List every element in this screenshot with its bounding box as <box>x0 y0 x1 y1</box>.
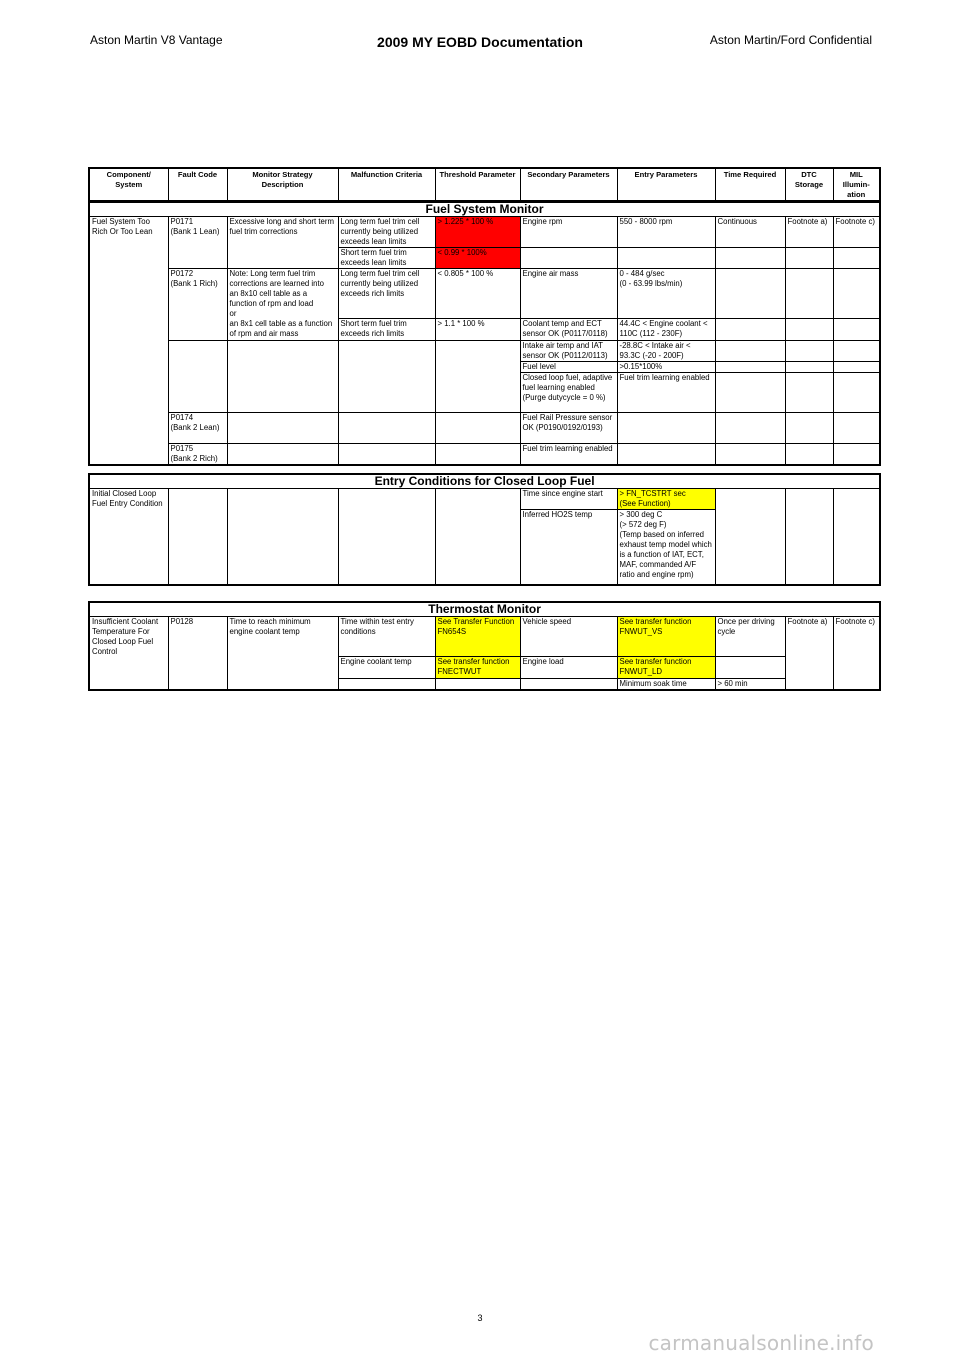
entry-fn-tcstrt: > FN_TCSTRT sec (See Function) <box>617 489 715 510</box>
col-dtc-storage: DTC Storage <box>785 168 833 201</box>
entry-minimum-soak-time: Minimum soak time <box>617 679 715 691</box>
page-number: 3 <box>477 1313 483 1323</box>
entry-ho2s-temp: > 300 deg C (> 572 deg F) (Temp based on inferred exhaust temp model which is a function of IAT, ECT, MAF, commanded A/F ratio and engine rpm) <box>617 510 715 585</box>
secondary-intake-air-temp: Intake air temp and IAT sensor OK (P0112/0113) <box>520 341 617 362</box>
col-mil-illumination: MIL Illumin- ation <box>833 168 880 201</box>
col-fault-code: Fault Code <box>168 168 227 201</box>
dtc-storage-thermostat: Footnote a) <box>785 617 833 691</box>
section-title-closed-loop: Entry Conditions for Closed Loop Fuel <box>89 474 880 489</box>
column-header-table <box>88 167 881 202</box>
mil-illumination-fuel: Footnote c) <box>833 217 880 248</box>
criteria-p0171-short-term: Short term fuel trim exceeds lean limits <box>338 248 435 269</box>
closed-loop-table <box>88 473 881 586</box>
strategy-p0172: Note: Long term fuel trim corrections are learned into an 8x10 cell table as a function of rpm and load or an 8x1 cell table as a function of rpm and air mass <box>227 269 338 341</box>
section-title-fuel-system: Fuel System Monitor <box>89 202 880 217</box>
watermark: carmanualsonline.info <box>648 1331 874 1355</box>
entry-coolant-temp: 44.4C < Engine coolant < 110C (112 - 230F) <box>617 319 715 341</box>
fault-code-p0174: P0174 (Bank 2 Lean) <box>168 413 227 444</box>
col-entry-parameters: Entry Parameters <box>617 168 715 201</box>
entry-fuel-trim-learning: Fuel trim learning enabled <box>617 373 715 413</box>
secondary-coolant-temp: Coolant temp and ECT sensor OK (P0117/0118) <box>520 319 617 341</box>
col-malfunction-criteria: Malfunction Criteria <box>338 168 435 201</box>
fault-code-p0172: P0172 (Bank 1 Rich) <box>168 269 227 341</box>
entry-fuel-level: >0.15*100% <box>617 362 715 373</box>
secondary-fuel-level: Fuel level <box>520 362 617 373</box>
criteria-p0172-long-term: Long term fuel trim cell currently being utilized exceeds rich limits <box>338 269 435 319</box>
criteria-p0172-short-term: Short term fuel trim exceeds rich limits <box>338 319 435 341</box>
thermostat-table <box>88 601 881 691</box>
criteria-time-within-test: Time within test entry conditions <box>338 617 435 657</box>
fault-code-p0175: P0175 (Bank 2 Rich) <box>168 444 227 466</box>
strategy-p0128: Time to reach minimum engine coolant temp <box>227 617 338 691</box>
entry-engine-rpm: 550 - 8000 rpm <box>617 217 715 248</box>
secondary-fuel-trim-learning: Fuel trim learning enabled <box>520 444 617 466</box>
secondary-engine-load: Engine load <box>520 657 617 679</box>
entry-engine-air-mass: 0 - 484 g/sec (0 - 63.99 lbs/min) <box>617 269 715 319</box>
col-time-required: Time Required <box>715 168 785 201</box>
entry-fnwut-ld: See transfer function FNWUT_LD <box>617 657 715 679</box>
secondary-engine-air-mass: Engine air mass <box>520 269 617 319</box>
document-title: 2009 MY EOBD Documentation <box>377 34 583 50</box>
threshold-fnectwut: See transfer function FNECTWUT <box>435 657 520 679</box>
section-title-thermostat: Thermostat Monitor <box>89 602 880 617</box>
component-fuel-system: Fuel System Too Rich Or Too Lean <box>89 217 168 466</box>
threshold-fn654s: See Transfer Function FN654S <box>435 617 520 657</box>
col-secondary-parameters: Secondary Parameters <box>520 168 617 201</box>
secondary-vehicle-speed: Vehicle speed <box>520 617 617 657</box>
secondary-closed-loop-fuel: Closed loop fuel, adaptive fuel learning enabled (Purge dutycycle = 0 %) <box>520 373 617 413</box>
component-closed-loop: Initial Closed Loop Fuel Entry Condition <box>89 489 168 585</box>
time-soak: > 60 min <box>715 679 785 691</box>
entry-intake-air-temp: -28.8C < Intake air < 93.3C (-20 - 200F) <box>617 341 715 362</box>
col-component: Component/ System <box>89 168 168 201</box>
dtc-storage-fuel: Footnote a) <box>785 217 833 248</box>
secondary-time-since-start: Time since engine start <box>520 489 617 510</box>
criteria-p0171-long-term: Long term fuel trim cell currently being utilized exceeds lean limits <box>338 217 435 248</box>
mil-illumination-thermostat: Footnote c) <box>833 617 880 691</box>
col-threshold-parameter: Threshold Parameter <box>435 168 520 201</box>
time-required-fuel: Continuous <box>715 217 785 248</box>
secondary-fuel-rail-pressure: Fuel Rail Pressure sensor OK (P0190/0192/0193) <box>520 413 617 444</box>
criteria-engine-coolant-temp: Engine coolant temp <box>338 657 435 679</box>
header-right: Aston Martin/Ford Confidential <box>709 33 872 47</box>
threshold-p0172-short-term: > 1.1 * 100 % <box>435 319 520 341</box>
col-monitor-strategy: Monitor Strategy Description <box>227 168 338 201</box>
threshold-p0171-long-term: > 1.225 * 100 % <box>435 217 520 248</box>
fuel-system-table <box>88 201 881 466</box>
fault-code-p0128: P0128 <box>168 617 227 691</box>
entry-fnwut-vs: See transfer function FNWUT_VS <box>617 617 715 657</box>
secondary-engine-rpm: Engine rpm <box>520 217 617 248</box>
threshold-p0172-long-term: < 0.805 * 100 % <box>435 269 520 319</box>
component-thermostat: Insufficient Coolant Temperature For Closed Loop Fuel Control <box>89 617 168 691</box>
header-left: Aston Martin V8 Vantage <box>90 33 223 47</box>
strategy-p0171: Excessive long and short term fuel trim corrections <box>227 217 338 269</box>
secondary-inferred-ho2s: Inferred HO2S temp <box>520 510 617 585</box>
threshold-p0171-short-term: < 0.99 * 100% <box>435 248 520 269</box>
fault-code-p0171: P0171 (Bank 1 Lean) <box>168 217 227 269</box>
time-required-thermostat: Once per driving cycle <box>715 617 785 657</box>
